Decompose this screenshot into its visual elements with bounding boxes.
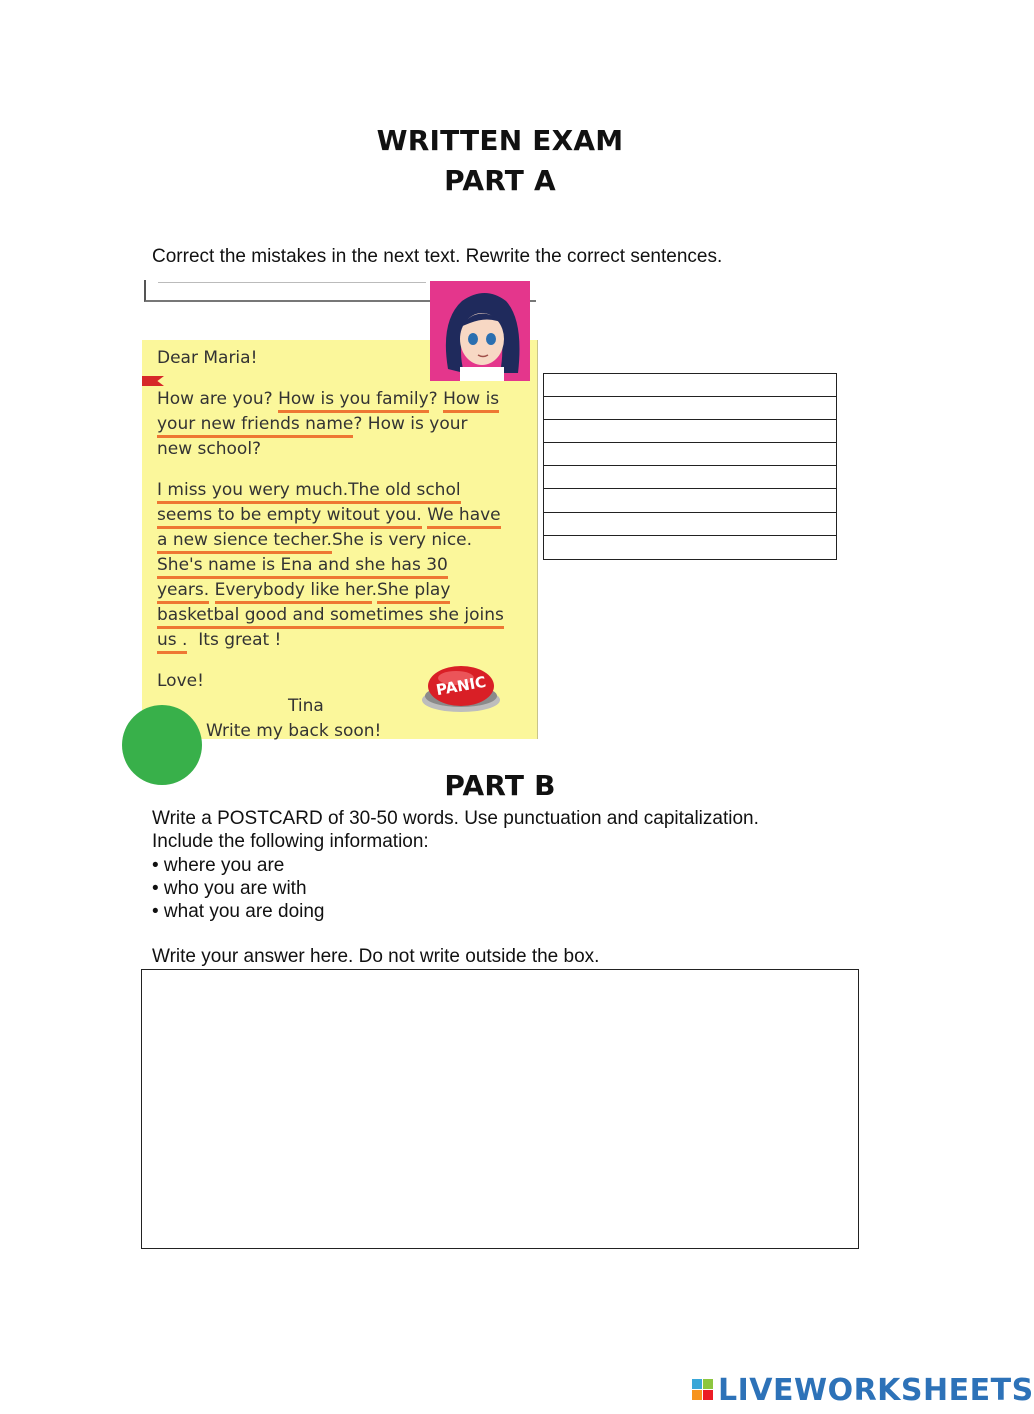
- panic-label: PANIC: [434, 672, 488, 700]
- answer-row[interactable]: [544, 466, 836, 489]
- flag-icon: [142, 376, 164, 386]
- postcard-line: I miss you wery much.The old schol: [157, 480, 461, 500]
- postcard-line: us . Its great !: [157, 630, 281, 650]
- postcard-line: Tina: [288, 696, 324, 716]
- postcard-line: basketbal good and sometimes she joins: [157, 605, 504, 625]
- postcard-line: a new sience techer.She is very nice.: [157, 530, 472, 550]
- logo-blocks-icon: [692, 1379, 714, 1401]
- postcard-line: Dear Maria!: [157, 348, 258, 368]
- postcard-answer-box[interactable]: [141, 969, 859, 1249]
- answer-row[interactable]: [544, 374, 836, 397]
- bullet-item: • where you are: [152, 855, 285, 876]
- postcard-line: Love!: [157, 671, 204, 691]
- bullet-item: • what you are doing: [152, 901, 325, 922]
- part-b-include: Include the following information:: [152, 831, 429, 852]
- part-a-instruction: Correct the mistakes in the next text. Rewrite the correct sentences.: [152, 246, 723, 267]
- correction-answer-grid: [543, 373, 837, 560]
- answer-row[interactable]: [544, 489, 836, 512]
- answer-row[interactable]: [544, 536, 836, 559]
- postcard-line: new school?: [157, 439, 262, 459]
- postcard-line: seems to be empty witout you. We have: [157, 505, 501, 525]
- postcard-line: Write my back soon!: [206, 721, 382, 741]
- part-b-instruction: Write a POSTCARD of 30-50 words. Use punctuation and capitalization.: [152, 808, 759, 829]
- answer-row[interactable]: [544, 397, 836, 420]
- answer-row[interactable]: [544, 443, 836, 466]
- exam-title: WRITTEN EXAM: [376, 124, 624, 157]
- postcard-line: She's name is Ena and she has 30: [157, 555, 448, 575]
- panic-button-icon: [420, 662, 502, 714]
- answer-prompt: Write your answer here. Do not write outside the box.: [152, 946, 600, 967]
- logo-text: LIVEWORKSHEETS: [718, 1372, 1034, 1408]
- liveworksheets-logo: [692, 1372, 1034, 1408]
- answer-row[interactable]: [544, 513, 836, 536]
- part-a-heading: PART A: [444, 164, 556, 197]
- bullet-item: • who you are with: [152, 878, 307, 899]
- part-b-heading: PART B: [444, 769, 556, 802]
- answer-row[interactable]: [544, 420, 836, 443]
- postcard-line: your new friends name? How is your: [157, 414, 468, 434]
- postcard-line: How are you? How is you family? How is: [157, 389, 499, 409]
- girl-portrait-icon: [430, 281, 530, 381]
- postcard-line: years. Everybody like her.She play: [157, 580, 450, 600]
- postcard-image: [142, 340, 538, 739]
